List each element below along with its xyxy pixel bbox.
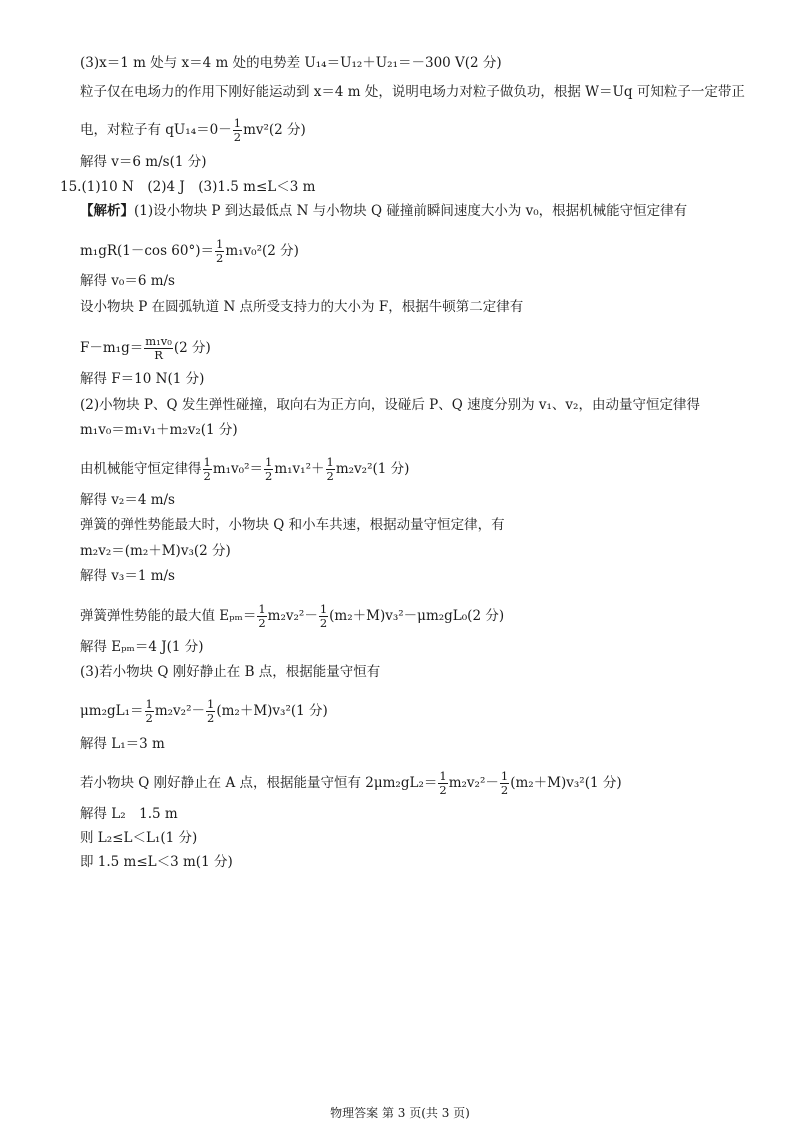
fraction: $\frac{1}{2}$: [439, 769, 447, 797]
fraction: $\frac{1}{2}$: [258, 602, 266, 630]
line-23: 解得 L₁＝3 m: [80, 736, 165, 752]
line-9: 设小物块 P 在圆弧轨道 N 点所受支持力的大小为 F，根据牛顿第二定律有: [80, 299, 524, 315]
line-13: m₁v₀＝m₁v₁＋m₂v₂(1 分): [80, 422, 238, 438]
fraction: $\frac{1}{2}$: [145, 697, 153, 725]
line-17: m₂v₂＝(m₂＋M)v₃(2 分): [80, 543, 231, 559]
fraction: $\frac{1}{2}$: [500, 769, 509, 797]
line-20: 解得 Eₚₘ＝4 J(1 分): [80, 639, 204, 655]
line-18: 解得 v₃＝1 m/s: [80, 568, 175, 584]
line-8: 解得 v₀＝6 m/s: [80, 273, 175, 289]
line-26: 则 L₂≤L＜L₁(1 分): [80, 830, 198, 846]
fraction: $\frac{\text{m₁v₀}}{R}$: [145, 334, 172, 362]
line-1: (3)x＝1 m 处与 x＝4 m 处的电势差 U₁₄＝U₁₂＋U₂₁＝－300 V(2 分): [80, 55, 502, 71]
line-15: 解得 v₂＝4 m/s: [80, 492, 175, 508]
fraction: $\frac{1}{2}$: [319, 602, 328, 630]
line-24: 若小物块 Q 刚好静止在 A 点，根据能量守恒有 2μm₂gL₂＝ $\frac{1}{2}$ m₂v₂²－ $\frac{1}{2}$ (m₂＋M)v₃²(1 分): [80, 769, 622, 797]
page-footer: 物理答案 第 3 页(共 3 页): [330, 1106, 470, 1120]
analysis-start: 【解析】(1)设小物块 P 到达最低点 N 与小物块 Q 碰撞前瞬间速度大小为 v₀，根据机械能守恒定律有: [80, 203, 688, 219]
line-27: 即 1.5 m≤L＜3 m(1 分): [80, 854, 233, 870]
analysis-tag: 【解析】: [80, 203, 134, 219]
line-3: 电，对粒子有 qU₁₄＝0－ $\frac{1}{2}$ mv²(2 分): [80, 116, 306, 144]
question-15-answers: 15.(1)10 N (2)4 J (3)1.5 m≤L＜3 m: [60, 179, 316, 195]
line-12: (2)小物块 P、Q 发生弹性碰撞，取向右为正方向，设碰后 P、Q 速度分别为 v₁、v₂，由动量守恒定律得: [80, 397, 700, 413]
line-22: μm₂gL₁＝ $\frac{1}{2}$ m₂v₂²－ $\frac{1}{2}$ (m₂＋M)v₃²(1 分): [80, 697, 328, 725]
fraction: $\frac{1}{2}$: [215, 237, 224, 265]
line-10: F－m₁g＝ $\frac{\text{m₁v₀}}{R}$ (2 分): [80, 334, 211, 362]
fraction: $\frac{1}{2}$: [233, 116, 242, 144]
line-16: 弹簧的弹性势能最大时，小物块 Q 和小车共速，根据动量守恒定律，有: [80, 517, 505, 533]
fraction: $\frac{1}{2}$: [207, 697, 215, 725]
line-2: 粒子仅在电场力的作用下刚好能运动到 x＝4 m 处，说明电场力对粒子做负功，根据 W＝Uq 可知粒子一定带正: [80, 84, 745, 100]
fraction: $\frac{1}{2}$: [265, 455, 273, 483]
line-21: (3)若小物块 Q 刚好静止在 B 点，根据能量守恒有: [80, 664, 381, 680]
fraction: $\frac{1}{2}$: [203, 455, 211, 483]
line-25: 解得 L₂ 1.5 m: [80, 806, 178, 822]
fraction: $\frac{1}{2}$: [326, 455, 334, 483]
line-7: m₁gR(1－cos 60°)＝ $\frac{1}{2}$ m₁v₀²(2 分): [80, 237, 299, 265]
line-14: 由机械能守恒定律得 $\frac{1}{2}$ m₁v₀²＝ $\frac{1}{2}$ m₁v₁²＋ $\frac{1}{2}$ m₂v₂²(1 分): [80, 455, 410, 483]
line-19: 弹簧弹性势能的最大值 Eₚₘ＝ $\frac{1}{2}$ m₂v₂²－ $\frac{1}{2}$ (m₂＋M)v₃²－μm₂gL₀(2 分): [80, 602, 505, 630]
line-11: 解得 F＝10 N(1 分): [80, 371, 205, 387]
line-4: 解得 v＝6 m/s(1 分): [80, 154, 207, 170]
